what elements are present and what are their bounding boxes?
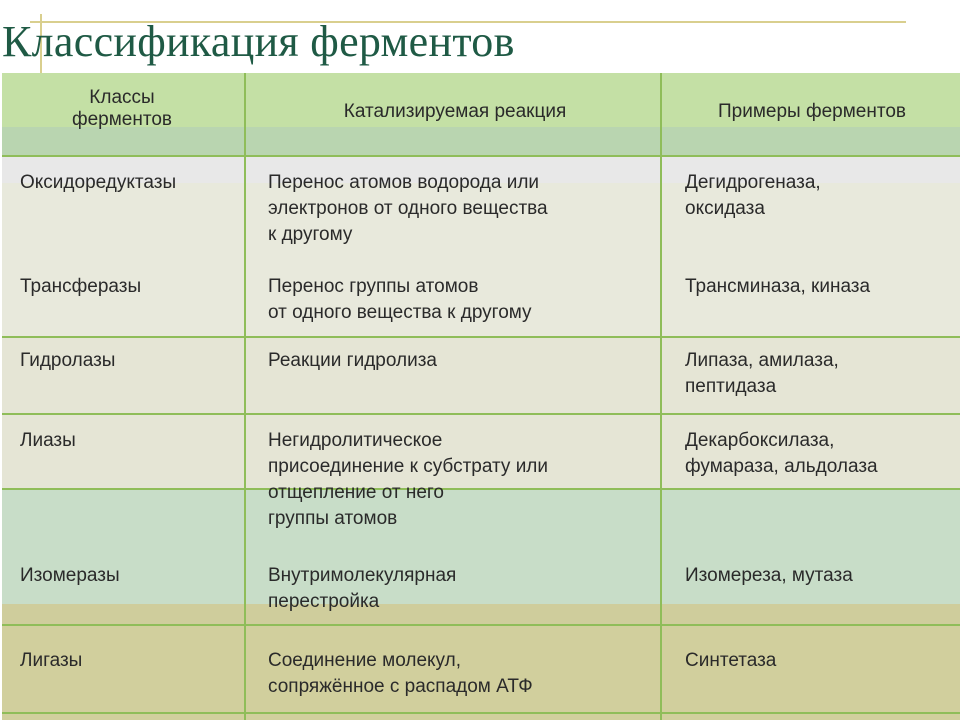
- reaction-cell: [268, 428, 548, 532]
- header-examples: Примеры ферментов: [717, 101, 906, 122]
- header-reaction: Катализируемая реакция: [343, 101, 567, 122]
- header-class-line: ферментов: [71, 109, 173, 130]
- examples-cell: [685, 648, 776, 674]
- reaction-line: сопряжённое с распадом АТФ: [268, 676, 533, 697]
- reaction-cell: [268, 274, 532, 326]
- example-line: Дегидрогеназа,: [685, 172, 821, 193]
- class-cell: Лиазы: [20, 430, 76, 451]
- example-line: Синтетаза: [685, 650, 777, 671]
- reaction-line: Перенос группы атомов: [268, 276, 479, 297]
- enzyme-classification-table: [2, 73, 960, 720]
- row-divider: [2, 624, 960, 626]
- examples-cell: [685, 563, 853, 589]
- row-divider: [2, 336, 960, 338]
- reaction-line: отщепление от него: [268, 482, 445, 503]
- class-cell: Лигазы: [20, 650, 83, 671]
- column-divider: [244, 73, 246, 720]
- reaction-line: электронов от одного вещества: [268, 198, 548, 219]
- row-divider: [2, 712, 960, 714]
- example-line: Декарбоксилаза,: [685, 430, 835, 451]
- reaction-line: перестройка: [268, 591, 380, 612]
- example-line: оксидаза: [685, 198, 765, 219]
- header-band: [2, 127, 960, 155]
- example-line: фумараза, альдолаза: [685, 456, 878, 477]
- class-cell: Гидролазы: [20, 350, 116, 371]
- header-class-line: Классы: [89, 87, 155, 108]
- reaction-line: присоединение к субстрату или: [268, 456, 549, 477]
- reaction-cell: [268, 563, 456, 615]
- examples-cell: [685, 170, 821, 222]
- reaction-cell: [268, 348, 437, 374]
- reaction-line: Реакции гидролиза: [268, 350, 437, 371]
- table-row: [2, 714, 960, 720]
- class-cell: Оксидоредуктазы: [20, 172, 177, 193]
- reaction-line: к другому: [268, 224, 353, 245]
- row-band: [2, 604, 960, 624]
- class-cell: Трансферазы: [20, 276, 142, 297]
- reaction-line: Негидролитическое: [268, 430, 443, 451]
- reaction-line: группы атомов: [268, 508, 398, 529]
- example-line: пептидаза: [685, 376, 777, 397]
- class-cell: Изомеразы: [20, 565, 120, 586]
- table-header-row: [2, 73, 960, 155]
- example-line: Изомереза, мутаза: [685, 565, 853, 586]
- examples-cell: [685, 428, 878, 480]
- example-line: Трансминаза, киназа: [685, 276, 871, 297]
- reaction-cell: [268, 170, 548, 248]
- row-divider: [2, 155, 960, 157]
- reaction-line: Внутримолекулярная: [268, 565, 457, 586]
- reaction-line: от одного вещества к другому: [268, 302, 532, 323]
- page-title: Классификация ферментов: [2, 17, 515, 66]
- reaction-line: Соединение молекул,: [268, 650, 461, 671]
- header-class: [52, 87, 192, 131]
- row-divider: [2, 413, 960, 415]
- example-line: Липаза, амилаза,: [685, 350, 839, 371]
- examples-cell: [685, 274, 870, 300]
- reaction-cell: [268, 648, 533, 700]
- examples-cell: [685, 348, 839, 400]
- reaction-line: Перенос атомов водорода или: [268, 172, 540, 193]
- column-divider: [660, 73, 662, 720]
